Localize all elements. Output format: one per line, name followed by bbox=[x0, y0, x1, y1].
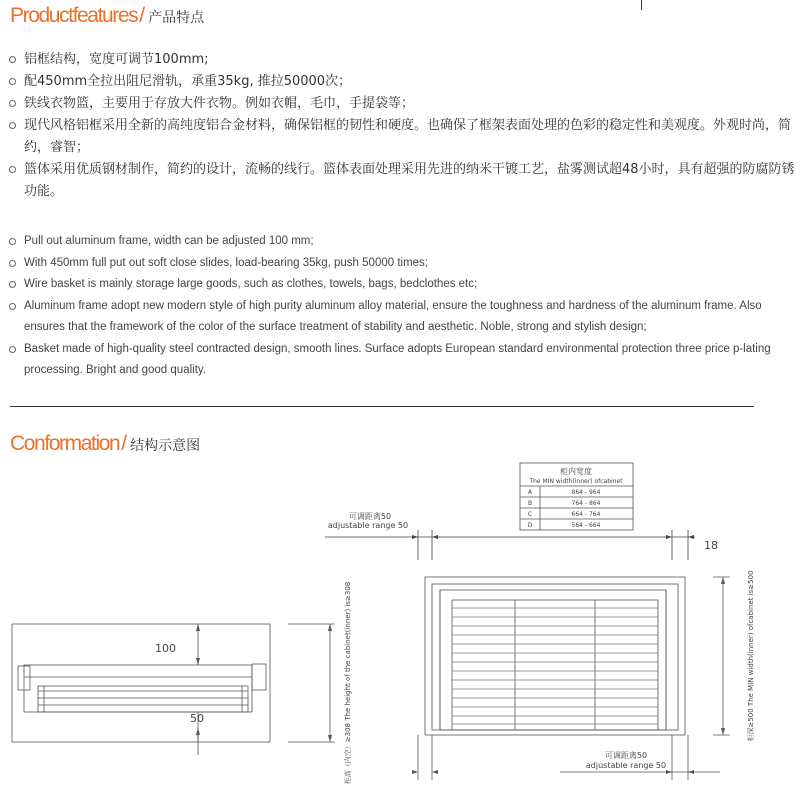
feature-en-item: Wire basket is mainly storage large goods, such as clothes, towels, bags, bedclothes etc; bbox=[9, 274, 799, 296]
table-row-code: C bbox=[527, 511, 533, 518]
table-row-range: 564 - 664 bbox=[571, 522, 601, 529]
adjust-bottom-cn: 可调距离50 bbox=[604, 751, 648, 760]
feature-cn-item: 配450mm全拉出阻尼滑轨，承重35kg, 推拉50000次； bbox=[9, 71, 799, 93]
feature-cn-item: 铁线衣物篮，主要用于存放大件衣物。例如衣帽，毛巾，手提袋等； bbox=[9, 93, 799, 115]
dim-50: 50 bbox=[190, 712, 204, 725]
title-slash: / bbox=[121, 432, 128, 455]
adjust-top-cn: 可调距离50 bbox=[348, 512, 392, 521]
table-row-range: 764 - 864 bbox=[571, 500, 601, 507]
dim-100: 100 bbox=[155, 642, 176, 655]
adjust-top-en: adjustable range 50 bbox=[327, 521, 409, 530]
top-view bbox=[418, 577, 730, 780]
feature-en-item: Aluminum frame adopt new modern style of high purity aluminum alloy material, ensure the toughness and hardness of the aluminum frame. Also ensures that the framework of the color of the surface treatment of stability and aesthetic. Noble, strong and stylish design; bbox=[9, 296, 799, 339]
product-features-title-en: Productfeatures bbox=[10, 4, 138, 27]
depth-label: 柜深≥500 The MIN width(inner) ofcabinet is≥500 bbox=[747, 570, 755, 742]
table-row-range: 864 - 964 bbox=[571, 489, 601, 496]
conformation-title-en: Conformation bbox=[10, 432, 120, 455]
feature-cn-item: 铝框结构，宽度可调节100mm; bbox=[9, 49, 799, 71]
conformation-heading bbox=[10, 432, 200, 456]
features-list-cn bbox=[9, 49, 799, 203]
table-row-code: B bbox=[527, 500, 533, 507]
table-header-en: The MIN width(inner) ofcabinet bbox=[529, 478, 623, 485]
table-header-cn: 柜内宽度 bbox=[560, 467, 592, 476]
product-features-title-cn: 产品特点 bbox=[148, 10, 205, 26]
feature-cn-item: 现代风格铝框采用全新的高纯度铝合金材料，确保铝框的韧性和硬度。也确保了框架表面处理的色彩的稳定性和美观度。外观时尚，简约，睿智； bbox=[9, 115, 799, 159]
adjust-bottom-en: adjustable range 50 bbox=[585, 761, 667, 770]
top-edge-line bbox=[641, 0, 642, 10]
basket-bars bbox=[452, 608, 658, 724]
conformation-title-cn: 结构示意图 bbox=[130, 438, 201, 454]
table-row-range: 664 - 764 bbox=[571, 511, 601, 518]
dim-18: 18 bbox=[704, 539, 718, 552]
table-row-code: D bbox=[527, 522, 533, 529]
feature-en-item: Basket made of high-quality steel contracted design, smooth lines. Surface adopts European standard environmental protection three price p-lating processing. Bright and good quality. bbox=[9, 339, 799, 382]
side-view-arrows bbox=[196, 624, 332, 742]
feature-en-item: Pull out aluminum frame, width can be adjusted 100 mm; bbox=[9, 231, 799, 253]
section-divider bbox=[10, 406, 754, 407]
top-dimension bbox=[325, 530, 695, 560]
table-row-code: A bbox=[527, 489, 533, 496]
feature-en-item: With 450mm full put out soft close slides, load-bearing 35kg, push 50000 times; bbox=[9, 253, 799, 275]
feature-cn-item: 篮体采用优质钢材制作，简约的设计，流畅的线行。篮体表面处理采用先进的纳米干镀工艺，盐雾测试超48小时，具有超强的防腐防锈功能。 bbox=[9, 159, 799, 203]
height-label: 柜高（内空）≥308 The height of the cabinet(inner) is≥308 bbox=[344, 581, 352, 785]
product-features-heading bbox=[10, 4, 204, 28]
title-slash: / bbox=[139, 4, 146, 27]
features-list-en bbox=[9, 231, 799, 382]
conformation-diagram bbox=[0, 460, 810, 785]
